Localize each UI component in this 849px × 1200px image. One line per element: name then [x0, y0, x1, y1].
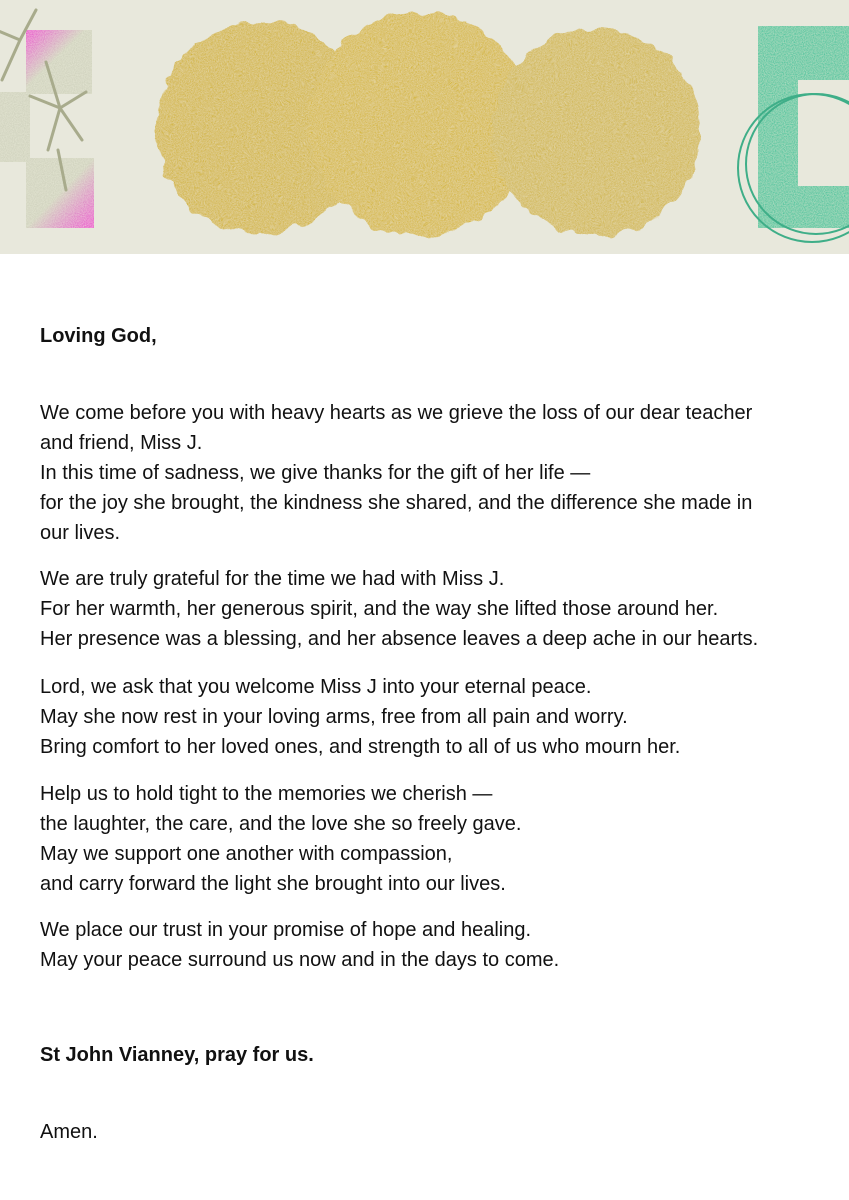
stanza-line: and friend, Miss J. [40, 432, 203, 454]
stanza-line: the laughter, the care, and the love she so freely gave. [40, 813, 522, 835]
stanza-line: and carry forward the light she brought into our lives. [40, 873, 506, 895]
gold-circles [156, 12, 700, 236]
prayer-stanza [40, 915, 559, 975]
stanza-line: Bring comfort to her loved ones, and strength to all of us who mourn her. [40, 736, 681, 758]
stanza-line: May we support one another with compassion, [40, 843, 453, 865]
stanza-line: our lives. [40, 522, 121, 544]
stanza-line: May your peace surround us now and in the days to come. [40, 949, 560, 971]
stanza-line: Lord, we ask that you welcome Miss J into your eternal peace. [40, 676, 592, 698]
prayer-stanza [40, 672, 680, 762]
decorative-banner [0, 0, 849, 254]
prayer-stanza [40, 564, 758, 654]
prayer-stanza [40, 779, 521, 899]
stanza-line: We come before you with heavy hearts as we grieve the loss of our dear teacher [40, 402, 753, 424]
stanza-line: We place our trust in your promise of hope and healing. [40, 919, 532, 941]
stanza-line: For her warmth, her generous spirit, and the way she lifted those around her. [40, 598, 719, 620]
banner-artwork [0, 0, 849, 254]
stanza-line: In this time of sadness, we give thanks for the gift of her life — [40, 462, 591, 484]
prayer-closing: Amen. [40, 1121, 98, 1143]
stanza-line: Her presence was a blessing, and her absence leaves a deep ache in our hearts. [40, 628, 759, 650]
prayer-invocation: St John Vianney, pray for us. [40, 1044, 314, 1066]
stanza-line: Help us to hold tight to the memories we cherish — [40, 783, 493, 805]
prayer-stanza [40, 398, 752, 548]
stanza-line: May she now rest in your loving arms, free from all pain and worry. [40, 706, 628, 728]
stanza-line: We are truly grateful for the time we had with Miss J. [40, 568, 505, 590]
prayer-salutation: Loving God, [40, 325, 157, 347]
stanza-line: for the joy she brought, the kindness she shared, and the difference she made in [40, 492, 753, 514]
